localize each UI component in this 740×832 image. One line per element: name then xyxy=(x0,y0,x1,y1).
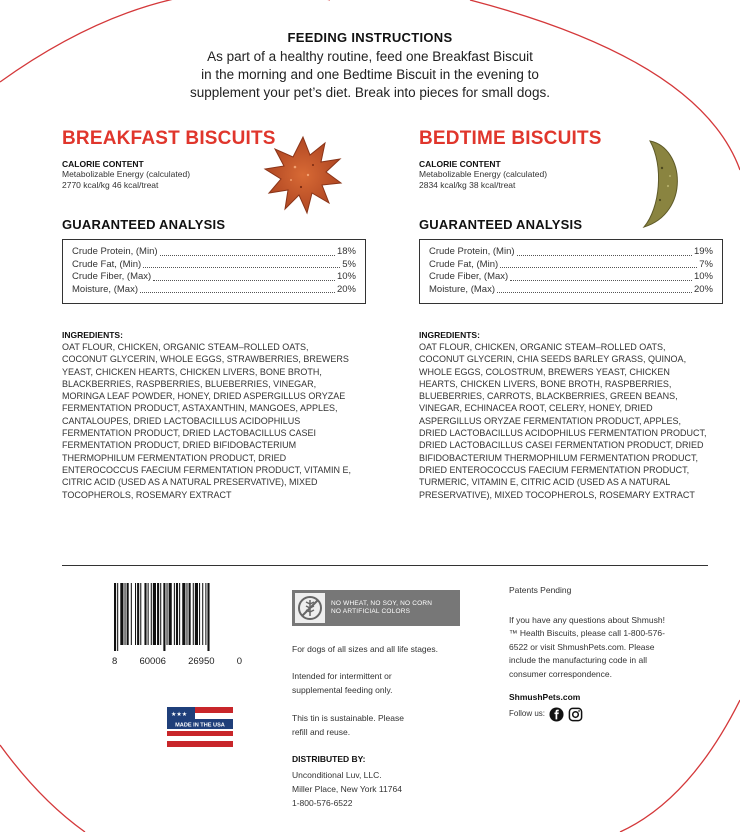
no-wheat-badge xyxy=(292,590,460,626)
ga-row xyxy=(429,246,713,259)
ga-label: Crude Fat, (Min) xyxy=(72,258,142,270)
bedtime-calorie-line2: 2834 kcal/kg 38 kcal/treat xyxy=(419,180,516,190)
barcode-digit-4: 0 xyxy=(236,656,242,667)
breakfast-calorie-heading: CALORIE CONTENT xyxy=(62,159,144,169)
feeding-note-text: Intended for intermittent or supplemental feeding only. xyxy=(292,671,393,695)
ga-value: 10% xyxy=(336,271,356,282)
bedtime-biscuit-image xyxy=(630,138,688,230)
ga-value: 19% xyxy=(693,246,713,257)
sustainable-text: This tin is sustainable. Please refill and reuse. xyxy=(292,713,404,737)
website-link[interactable]: ShmushPets.com xyxy=(509,692,581,702)
ga-label: Crude Protein, (Min) xyxy=(72,246,158,257)
barcode-digit-2: 60006 xyxy=(139,656,166,667)
feeding-line-1: As part of a healthy routine, feed one Breakfast Biscuit xyxy=(207,49,533,64)
distributed-heading: DISTRIBUTED BY: xyxy=(292,754,366,764)
breakfast-title: BREAKFAST BISCUITS xyxy=(62,128,276,149)
breakfast-ga-box xyxy=(62,239,366,304)
ga-row xyxy=(72,271,356,284)
feeding-instructions xyxy=(0,30,740,102)
ga-row xyxy=(72,284,356,297)
barcode-digit-1: 8 xyxy=(112,656,118,667)
breakfast-calorie-line1: Metabolizable Energy (calculated) xyxy=(62,169,191,179)
bedtime-ga-heading: GUARANTEED ANALYSIS xyxy=(419,217,583,232)
divider xyxy=(62,565,708,566)
ga-label: Moisture, (Max) xyxy=(429,283,495,295)
distributor-phone: 1-800-576-6522 xyxy=(292,798,353,808)
bedtime-ingredients-heading: INGREDIENTS: xyxy=(419,330,480,340)
bedtime-ga-box xyxy=(419,239,723,304)
distributor-city: Miller Place, New York 11764 xyxy=(292,784,402,794)
feeding-title: FEEDING INSTRUCTIONS xyxy=(287,30,453,45)
badge-line-2: NO ARTIFICIAL COLORS xyxy=(331,608,411,615)
badge-line-1: NO WHEAT, NO SOY, NO CORN xyxy=(331,599,433,607)
distributor-address xyxy=(292,768,477,810)
barcode xyxy=(112,583,242,667)
product-info xyxy=(292,590,477,810)
ga-row xyxy=(429,259,713,272)
breakfast-calorie-line2: 2770 kcal/kg 46 kcal/treat xyxy=(62,180,159,190)
no-grain-icon xyxy=(295,593,325,623)
ga-label: Crude Fat, (Min) xyxy=(429,258,499,270)
barcode-digit-3: 26950 xyxy=(188,656,215,667)
ga-value: 5% xyxy=(342,258,356,270)
made-in-usa-flag xyxy=(167,707,233,747)
ga-label: Crude Fiber, (Max) xyxy=(72,271,152,282)
feeding-text xyxy=(170,48,570,102)
ga-row xyxy=(72,246,356,259)
ga-row xyxy=(72,259,356,272)
ga-value: 20% xyxy=(693,283,713,295)
ga-label: Crude Fiber, (Max) xyxy=(429,271,509,282)
breakfast-ingredients-heading: INGREDIENTS: xyxy=(62,330,123,340)
bedtime-calorie-heading: CALORIE CONTENT xyxy=(419,159,501,169)
ga-value: 18% xyxy=(336,246,356,257)
breakfast-ingredients: OAT FLOUR, CHICKEN, ORGANIC STEAM–ROLLED OATS, COCONUT GLYCERIN, WHOLE EGGS, STRAWBERRIES, BREWERS YEAST, CHICKEN HEARTS, CHICKEN LIVERS, BONE BROTH, BLACKBERRIES, RASPBERRIES, BLUEBERRIES, VINEGAR, MORINGA LEAF POWDER, HONEY, DRIED ASPERGILLUS ORYZAE FERMENTATION PRODUCT, ASTAXANTHIN, MANGOES, APPLES, CANTALOUPES, DRIED LACTOBACILLUS ACIDOPHILUS FERMENTATION PRODUCT, DRIED LACTOBACILLUS CASEI FERMENTATION PRODUCT, DRIED BIFIDOBACTERIUM THERMOPHILUM FERMENTATION PRODUCT, DRIED ENTEROCOCCUS FAECIUM FERMENTATION PRODUCT, VITAMIN E, CITRIC ACID (USED AS A NATURAL PRESERVATIVE), MIXED TOCOPHEROLS, ROSEMARY EXTRACT xyxy=(62,342,352,500)
instagram-icon[interactable] xyxy=(568,707,583,722)
svg-text:★★★: ★★★ xyxy=(171,711,188,718)
facebook-icon[interactable] xyxy=(549,707,564,722)
life-stages-text: For dogs of all sizes and all life stages. xyxy=(292,644,438,654)
bedtime-calorie-line1: Metabolizable Energy (calculated) xyxy=(419,169,548,179)
ga-value: 10% xyxy=(693,271,713,282)
ga-label: Crude Protein, (Min) xyxy=(429,246,515,257)
ga-value: 20% xyxy=(336,283,356,295)
breakfast-ga-heading: GUARANTEED ANALYSIS xyxy=(62,217,226,232)
feeding-line-3: supplement your pet’s diet. Break into pieces for small dogs. xyxy=(190,85,550,100)
barcode-bars xyxy=(112,583,242,651)
breakfast-biscuit-image xyxy=(263,135,343,215)
feeding-line-2: in the morning and one Bedtime Biscuit in the evening to xyxy=(201,67,539,82)
follow-us xyxy=(509,707,669,722)
bedtime-title: BEDTIME BISCUITS xyxy=(419,128,602,149)
patents-text: Patents Pending xyxy=(509,585,572,595)
ga-row xyxy=(429,271,713,284)
ga-row xyxy=(429,284,713,297)
ga-value: 7% xyxy=(699,258,713,270)
questions-text: If you have any questions about Shmush!™ Health Biscuits, please call 1-800-576-6522 or visit ShmushPets.com. Please include the manufacturing code in all consumer correspondence. xyxy=(509,614,665,679)
distributor-name: Unconditional Luv, LLC. xyxy=(292,770,382,780)
ga-label: Moisture, (Max) xyxy=(72,283,138,295)
contact-info xyxy=(509,584,669,722)
barcode-numbers xyxy=(112,656,242,667)
follow-label: Follow us: xyxy=(509,709,546,719)
flag-label: MADE IN THE USA xyxy=(175,722,225,729)
bedtime-ingredients: OAT FLOUR, CHICKEN, ORGANIC STEAM–ROLLED OATS, COCONUT GLYCERIN, CHIA SEEDS BARLEY GRASS, QUINOA, WHOLE EGGS, COLOSTRUM, BREWERS YEAST, CHICKEN HEARTS, CHICKEN LIVERS, BONE BROTH, RASPBERRIES, BLUEBERRIES, CARROTS, BLACKBERRIES, GREEN BEANS, VINEGAR, ECHINACEA ROOT, CELERY, HONEY, DRIED ASPERGILLUS ORYZAE FERMENTATION PRODUCT, APPLES, DRIED LACTOBACILLUS ACIDOPHILUS FERMENTATION PRODUCT, DRIED LACTOBACILLUS CASEI FERMENTATION PRODUCT, DRIED BIFIDOBACTERIUM THERMOPHILUM FERMENTATION PRODUCT, DRIED ENTEROCOCCUS FAECIUM FERMENTATION PRODUCT, TURMERIC, VITAMIN E, CITRIC ACID (USED AS A NATURAL PRESERVATIVE), MIXED TOCOPHEROLS, ROSEMARY EXTRACT xyxy=(419,342,707,500)
